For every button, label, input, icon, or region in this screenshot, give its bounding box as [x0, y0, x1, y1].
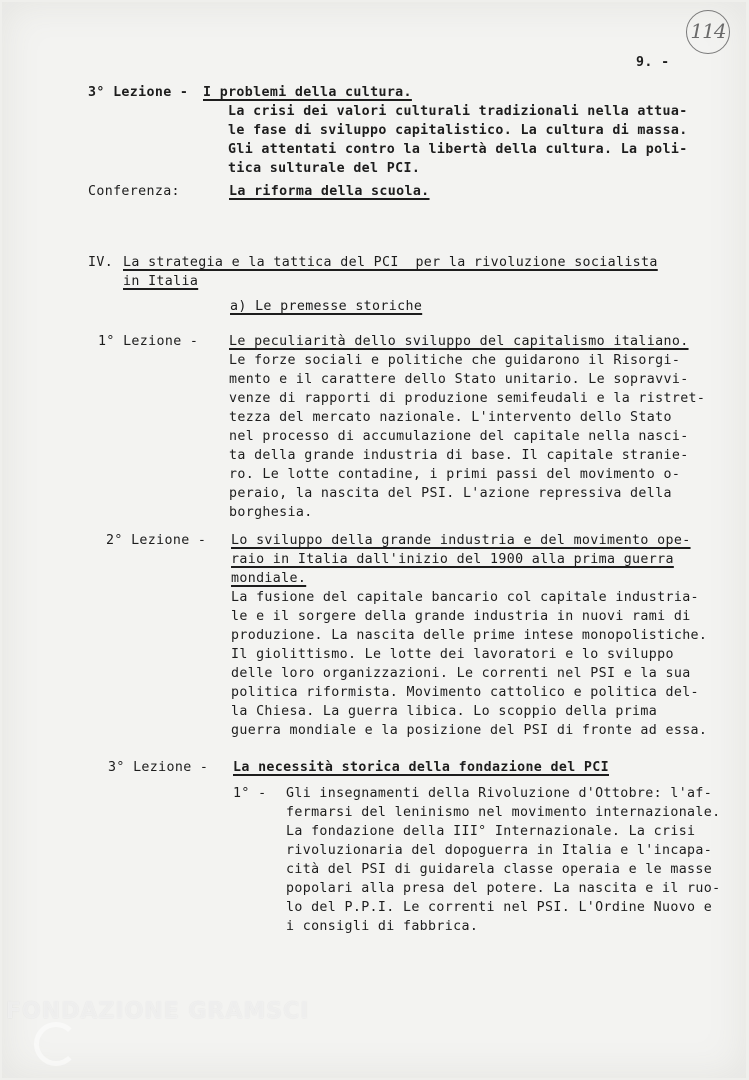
lesson-body-line: mento e il carattere dello Stato unitario. Le sopravvi-: [229, 372, 689, 387]
watermark-logo: [6, 1000, 309, 1024]
lesson-title: Le peculiarità dello sviluppo del capitalismo italiano.: [229, 334, 689, 349]
part-title: in Italia: [123, 274, 199, 289]
lesson-body-line: Gli attentati contro la libertà della cultura. La poli-: [228, 142, 688, 157]
lesson-body-line: La fusione del capitale bancario col capitale industria-: [231, 590, 699, 605]
part-numeral: IV.: [88, 255, 114, 270]
conference-title: La riforma della scuola.: [229, 184, 430, 199]
lesson-body-line: borghesia.: [229, 505, 313, 520]
document-page: [2, 2, 746, 1078]
lesson-body-line: rivoluzionaria del dopoguerra in Italia e l'incapa-: [286, 843, 713, 858]
lesson-body-line: lo del P.P.I. Le correnti nel PSI. L'Ordine Nuovo e: [286, 900, 713, 915]
lesson-title: I problemi della cultura.: [203, 85, 412, 100]
part-title: La strategia e la tattica del PCI per la rivoluzione socialista: [123, 255, 658, 270]
lesson-label: 3° Lezione -: [108, 760, 209, 775]
item-label: 1° -: [233, 786, 267, 801]
lesson-body-line: peraio, la nascita del PSI. L'azione repressiva della: [229, 486, 672, 501]
lesson-title: mondiale.: [231, 571, 307, 586]
lesson-body-line: produzione. La nascita delle prime intese monopolistiche.: [231, 628, 708, 643]
lesson-body-line: tica sulturale del PCI.: [228, 161, 421, 176]
lesson-body-line: nel processo di accumulazione del capitale nella nasci-: [229, 429, 689, 444]
lesson-body-line: Le forze sociali e politiche che guidarono il Risorgi-: [229, 353, 681, 368]
lesson-label: 3° Lezione -: [88, 85, 189, 100]
watermark-text: FONDAZIONE GRAMSCI: [6, 999, 310, 1024]
lesson-body-line: delle loro organizzazioni. Le correnti nel PSI e la sua: [231, 666, 691, 681]
lesson-body-line: ta della grande industria di base. Il capitale stranie-: [229, 448, 689, 463]
lesson-body-line: Gli insegnamenti della Rivoluzione d'Ottobre: l'af-: [286, 786, 713, 801]
watermark-g-mark: [34, 1022, 78, 1066]
lesson-body-line: ro. Le lotte contadine, i primi passi del movimento o-: [229, 467, 681, 482]
lesson-label: 1° Lezione -: [98, 334, 199, 349]
page-number: 9. -: [636, 55, 670, 70]
lesson-body-line: la Chiesa. La guerra libica. Lo scoppio della prima: [231, 704, 658, 719]
lesson-body-line: le fase di sviluppo capitalistico. La cultura di massa.: [228, 123, 688, 138]
lesson-body-line: cità del PSI di guidarela classe operaia e le masse: [286, 862, 713, 877]
lesson-body-line: fermarsi del leninismo nel movimento internazionale.: [286, 805, 721, 820]
lesson-body-line: i consigli di fabbrica.: [286, 919, 479, 934]
lesson-body-line: La fondazione della III° Internazionale. La crisi: [286, 824, 696, 839]
lesson-body-line: politica riformista. Movimento cattolico e politica del-: [231, 685, 699, 700]
lesson-body-line: Il giolittismo. Le lotte dei lavoratori e lo sviluppo: [231, 647, 674, 662]
lesson-body-line: le e il sorgere della grande industria in nuovi rami di: [231, 609, 691, 624]
lesson-body-line: venze di rapporti di produzione semifeudali e la ristret-: [229, 391, 706, 406]
lesson-label: 2° Lezione -: [106, 533, 207, 548]
conference-label: Conferenza:: [88, 184, 180, 199]
lesson-body-line: popolari alla presa del potere. La nascita e il ruo-: [286, 881, 721, 896]
lesson-body-line: La crisi dei valori culturali tradizionali nella attua-: [228, 104, 688, 119]
lesson-title: Lo sviluppo della grande industria e del movimento ope-: [231, 533, 691, 548]
lesson-body-line: guerra mondiale e la posizione del PSI di fronte ad essa.: [231, 723, 708, 738]
archive-number-stamp: 114: [686, 10, 730, 54]
lesson-title: La necessità storica della fondazione del PCI: [233, 760, 609, 775]
lesson-body-line: tezza del mercato nazionale. L'intervento dello Stato: [229, 410, 672, 425]
subsection-title: a) Le premesse storiche: [230, 299, 423, 314]
lesson-title: raio in Italia dall'inizio del 1900 alla prima guerra: [231, 552, 674, 567]
